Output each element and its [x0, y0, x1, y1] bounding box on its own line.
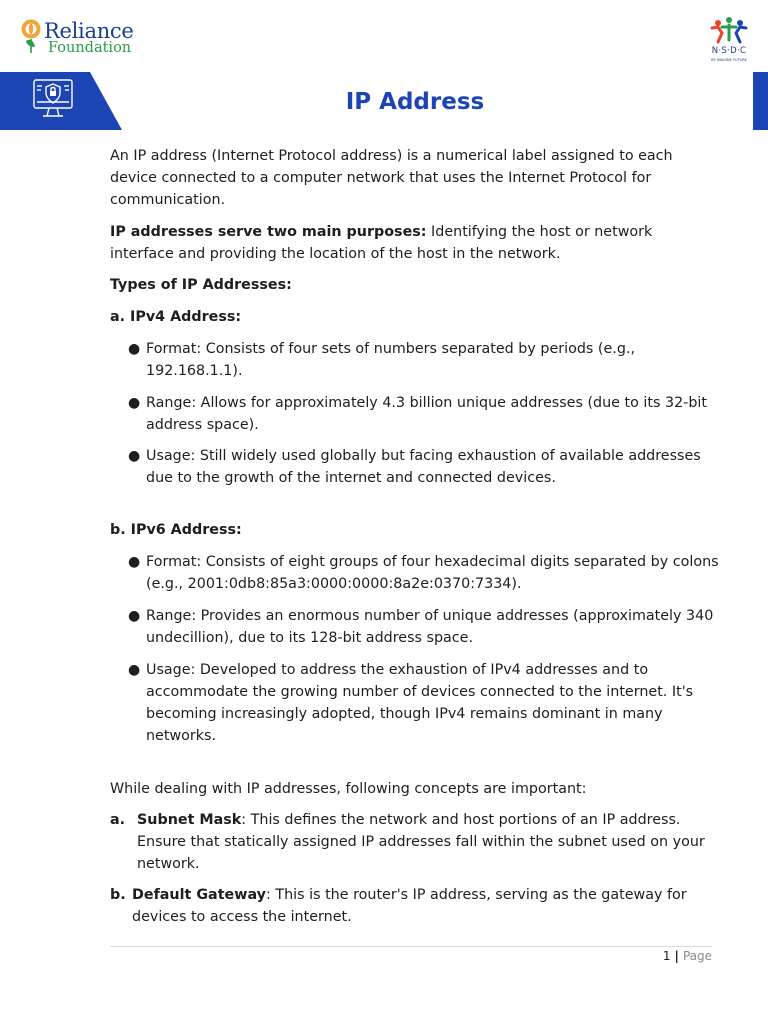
intro-paragraph: An IP address (Internet Protocol address) is a numerical label assigned to each device connected to a computer network that uses the Internet Protocol for communication.	[110, 148, 673, 208]
reliance-emblem-icon	[20, 17, 44, 57]
footer-separator: |	[674, 949, 679, 963]
page-title: IP Address	[345, 89, 485, 115]
bullet-dot: ●	[128, 554, 141, 570]
bullet-dot: ●	[128, 341, 141, 357]
nsdc-tagline: RE IMAGINE FUTURE	[711, 58, 747, 62]
ipv4-usage-bullet: Usage: Still widely used globally but facing exhaustion of available addresses due to the growth of the internet and connected devices.	[146, 448, 701, 486]
logo-line-foundation: Foundation	[48, 40, 132, 56]
reliance-foundation-logo	[20, 17, 150, 61]
ipv4-heading: a. IPv4 Address:	[110, 309, 242, 325]
concept-default-gateway	[132, 884, 722, 928]
purposes-text: Identifying the host or network interface and providing the location of the host in the network.	[110, 224, 653, 262]
purposes-label: IP addresses serve two main purposes:	[110, 224, 427, 240]
purposes-paragraph	[110, 221, 720, 265]
page-footer	[560, 948, 712, 964]
bullet-dot: ●	[128, 395, 141, 411]
concept-text: : This is the router's IP address, serving as the gateway for devices to access the internet.	[132, 887, 687, 925]
bullet-dot: ●	[128, 608, 141, 624]
concept-subnet-mask	[137, 809, 722, 875]
ipv4-range-bullet: Range: Allows for approximately 4.3 billion unique addresses (due to its 32-bit address space).	[146, 395, 707, 433]
nsdc-letters: N·S·D·C	[711, 46, 747, 56]
bullet-dot: ●	[128, 448, 141, 464]
nsdc-logo	[698, 16, 760, 68]
banner-right-accent	[753, 72, 768, 130]
ipv4-format-bullet: Format: Consists of four sets of numbers separated by periods (e.g., 192.168.1.1).	[146, 341, 635, 379]
page-label: Page	[682, 949, 712, 963]
page-number: 1	[662, 949, 671, 963]
ipv6-heading: b. IPv6 Address:	[110, 522, 242, 538]
ipv6-range-bullet: Range: Provides an enormous number of unique addresses (approximately 340 undecillion), due to its 128-bit address space.	[146, 608, 714, 646]
concept-term: Subnet Mask	[137, 812, 242, 828]
concept-marker: a.	[110, 812, 126, 828]
banner-shape	[0, 72, 122, 130]
types-heading: Types of IP Addresses:	[110, 277, 292, 293]
concept-term: Default Gateway	[132, 887, 266, 903]
concepts-intro: While dealing with IP addresses, following concepts are important:	[110, 781, 587, 797]
ipv6-format-bullet: Format: Consists of eight groups of four hexadecimal digits separated by colons (e.g., 2001:0db8:85a3:0000:0000:8a2e:0370:7334).	[146, 554, 719, 592]
concept-text: : This defines the network and host portions of an IP address. Ensure that statically assigned IP addresses fall within the subnet used on your network.	[137, 812, 705, 872]
title-banner	[0, 72, 122, 130]
bullet-dot: ●	[128, 662, 141, 678]
ipv6-usage-bullet: Usage: Developed to address the exhaustion of IPv4 addresses and to accommodate the growing number of devices connected to the internet. It's becoming increasingly adopted, though IPv4 remains dominant in many networks.	[146, 662, 694, 744]
nsdc-people-icon	[698, 16, 760, 46]
logo-line-reliance: Reliance	[44, 19, 134, 43]
footer-divider	[110, 946, 712, 947]
concept-marker: b.	[110, 887, 126, 903]
